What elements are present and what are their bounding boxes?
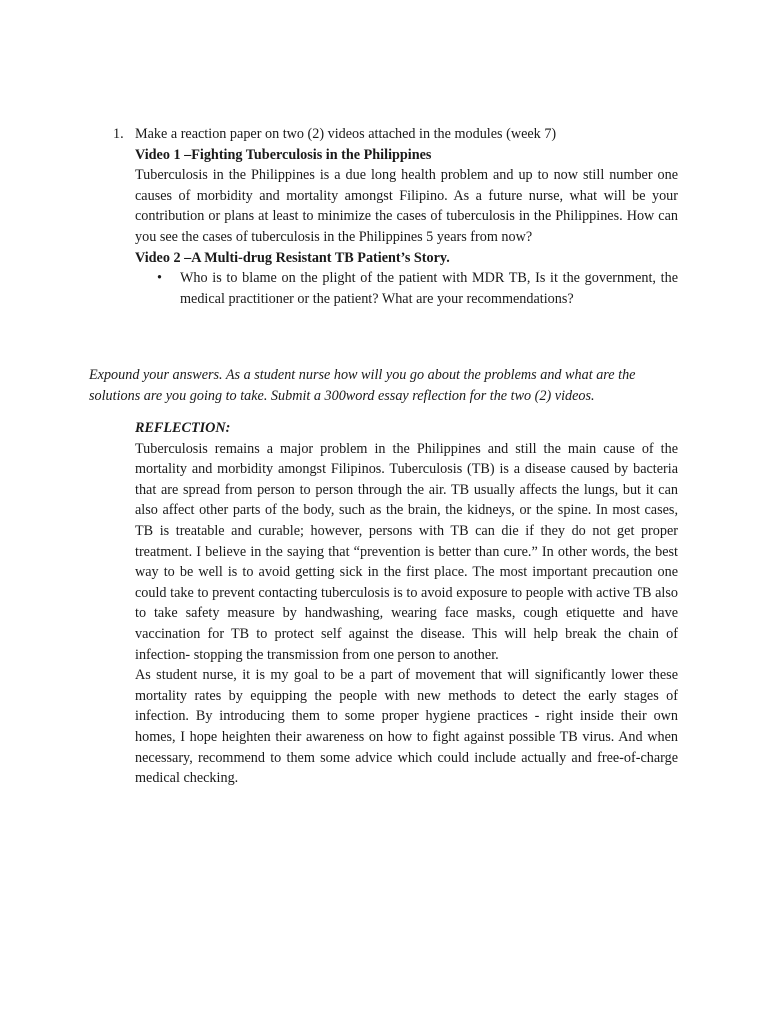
bullet-icon: •	[157, 270, 162, 287]
video1-text: Tuberculosis in the Philippines is a due long health problem and up to now still number one causes of morbidity and mortality amongst Filipino. As a future nurse, what will be your contribution or plans at least to minimize the cases of tuberculosis in the Philippines. How can you see the cases of tuberculosis in the Philippines 5 years from now?	[135, 167, 678, 245]
instructions-text: Expound your answers. As a student nurse how will you go about the problems and what are the solutions are you going to take. Submit a 300word essay reflection for the two (2) videos.	[89, 367, 636, 404]
video2-title: Video 2 –A Multi-drug Resistant TB Patient’s Story.	[135, 249, 450, 266]
question-number: 1.	[113, 126, 124, 142]
bullet-item	[135, 268, 678, 309]
reflection-paragraph-2: As student nurse, it is my goal to be a part of movement that will significantly lower these mortality rates by equipping the people with new methods to detect the early stages of infection. By introducing them to some proper hygiene practices - right inside their own homes, I hope heighten their awareness on how to fight against possible TB virus. And when necessary, recommend to them some advice which could include actually and free-of-charge medical checking.	[135, 667, 678, 787]
reflection-section	[135, 418, 678, 789]
video1-title: Video 1 –Fighting Tuberculosis in the Philippines	[135, 146, 432, 163]
reflection-title: REFLECTION:	[135, 420, 231, 436]
question-body	[135, 124, 678, 309]
bullet-text: Who is to blame on the plight of the patient with MDR TB, Is it the government, the medical practitioner or the patient? What are your recommendations?	[180, 270, 678, 307]
question-prompt: Make a reaction paper on two (2) videos attached in the modules (week 7)	[135, 126, 557, 142]
reflection-paragraph-1: Tuberculosis remains a major problem in the Philippines and still the main cause of the mortality and morbidity amongst Filipinos. Tuberculosis (TB) is a disease caused by bacteria that are spread from person to person through the air. TB usually affects the lungs, but it can also affect other parts of the body, such as the brain, the kidneys, or the spine. In most cases, TB is treatable and curable; however, persons with TB can die if they do not get proper treatment. I believe in the saying that “prevention is better than cure.” In other words, the best way to be well is to avoid getting sick in the first place. The most important precaution one could take to prevent contacting tuberculosis is to avoid exposure to people with active TB also to take safety measure by handwashing, wearing face masks, cough etiquette and have vaccination for TB to protect self against the disease. This will help break the chain of infection- stopping the transmission from one person to another.	[135, 440, 678, 663]
